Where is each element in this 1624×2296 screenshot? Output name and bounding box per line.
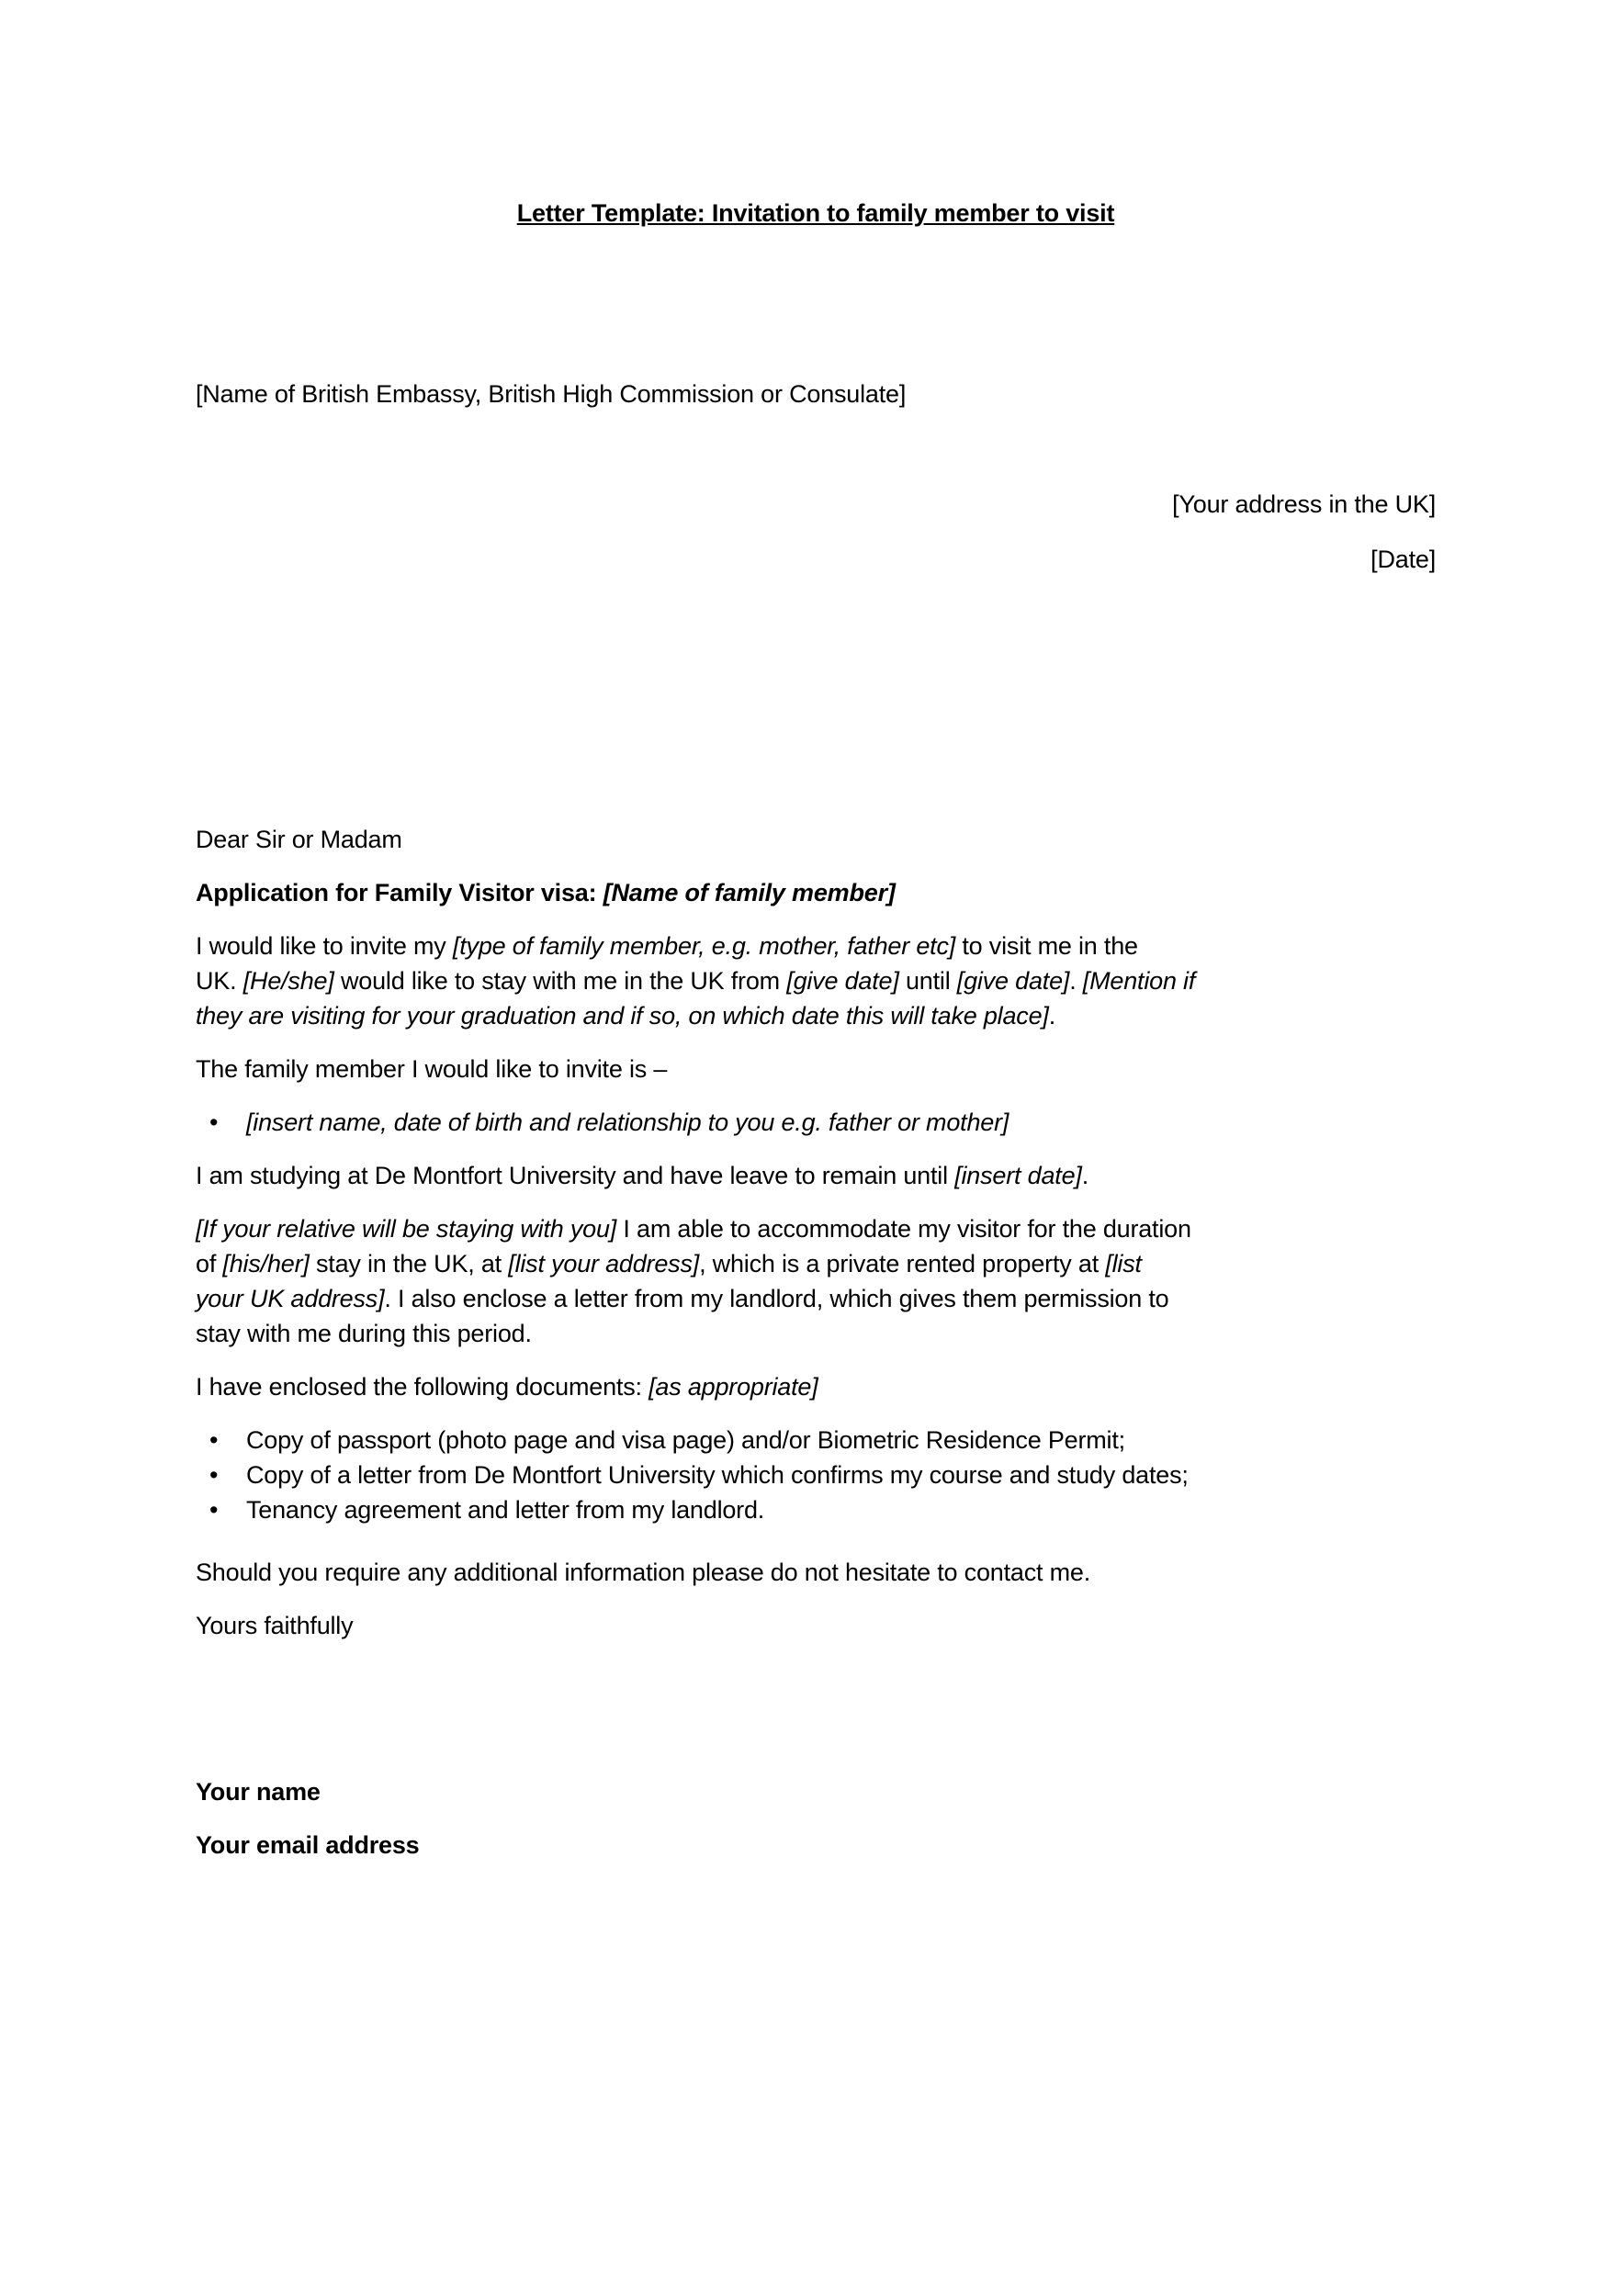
list-item-text: Copy of a letter from De Montfort University which confirms my course and study dates; (246, 1461, 1189, 1489)
documents-bullet-list (196, 1423, 1436, 1527)
list-item (196, 1105, 1436, 1140)
document-title: Letter Template: Invitation to family member to visit (516, 199, 1115, 227)
letter-content (0, 196, 1624, 1863)
list-item-text: Tenancy agreement and letter from my landlord. (246, 1496, 765, 1524)
sender-address-line: [Your address in the UK] (1172, 490, 1436, 518)
paragraph-contact: Should you require any additional information please do not hesitate to contact me. (196, 1559, 1091, 1586)
family-bullet-list (196, 1105, 1436, 1140)
paragraph-accommodation: [If your relative will be staying with you] I am able to accommodate my visitor for the duration of [his/her] stay in the UK, at [list your address], which is a private rented property at [list your UK address]. I also enclose a letter from my landlord, which gives them permission to stay with me during this period. (196, 1215, 1191, 1347)
list-item-text: [insert name, date of birth and relationship to you e.g. father or mother] (246, 1109, 1009, 1136)
closing-line: Yours faithfully (196, 1612, 354, 1639)
date-line: [Date] (1370, 546, 1436, 573)
signature-email: Your email address (196, 1831, 420, 1859)
list-item-text: Copy of passport (photo page and visa page) and/or Biometric Residence Permit; (246, 1426, 1125, 1454)
list-item (196, 1458, 1436, 1492)
list-item (196, 1492, 1436, 1527)
paragraph-family-member: The family member I would like to invite is – (196, 1055, 668, 1083)
paragraph-invite: I would like to invite my [type of family member, e.g. mother, father etc] to visit me in the UK. [He/she] would like to stay with me in the UK from [give date] until [give date]. [Mention if they are visiting for your graduation and if so, on which date this will take place]. (196, 932, 1196, 1030)
bullet-marker: • (209, 1426, 219, 1454)
bullet-marker: • (209, 1496, 219, 1524)
list-item (196, 1423, 1436, 1458)
recipient-line: [Name of British Embassy, British High Commission or Consulate] (196, 380, 907, 408)
bullet-marker: • (209, 1461, 219, 1489)
salutation: Dear Sir or Madam (196, 826, 402, 853)
paragraph-enclosed: I have enclosed the following documents: [as appropriate] (196, 1373, 818, 1401)
bullet-marker: • (209, 1109, 219, 1136)
subject-line: Application for Family Visitor visa: [Name of family member] (196, 879, 896, 906)
signature-name: Your name (196, 1778, 321, 1806)
paragraph-studying: I am studying at De Montfort University and have leave to remain until [insert date]. (196, 1162, 1088, 1189)
